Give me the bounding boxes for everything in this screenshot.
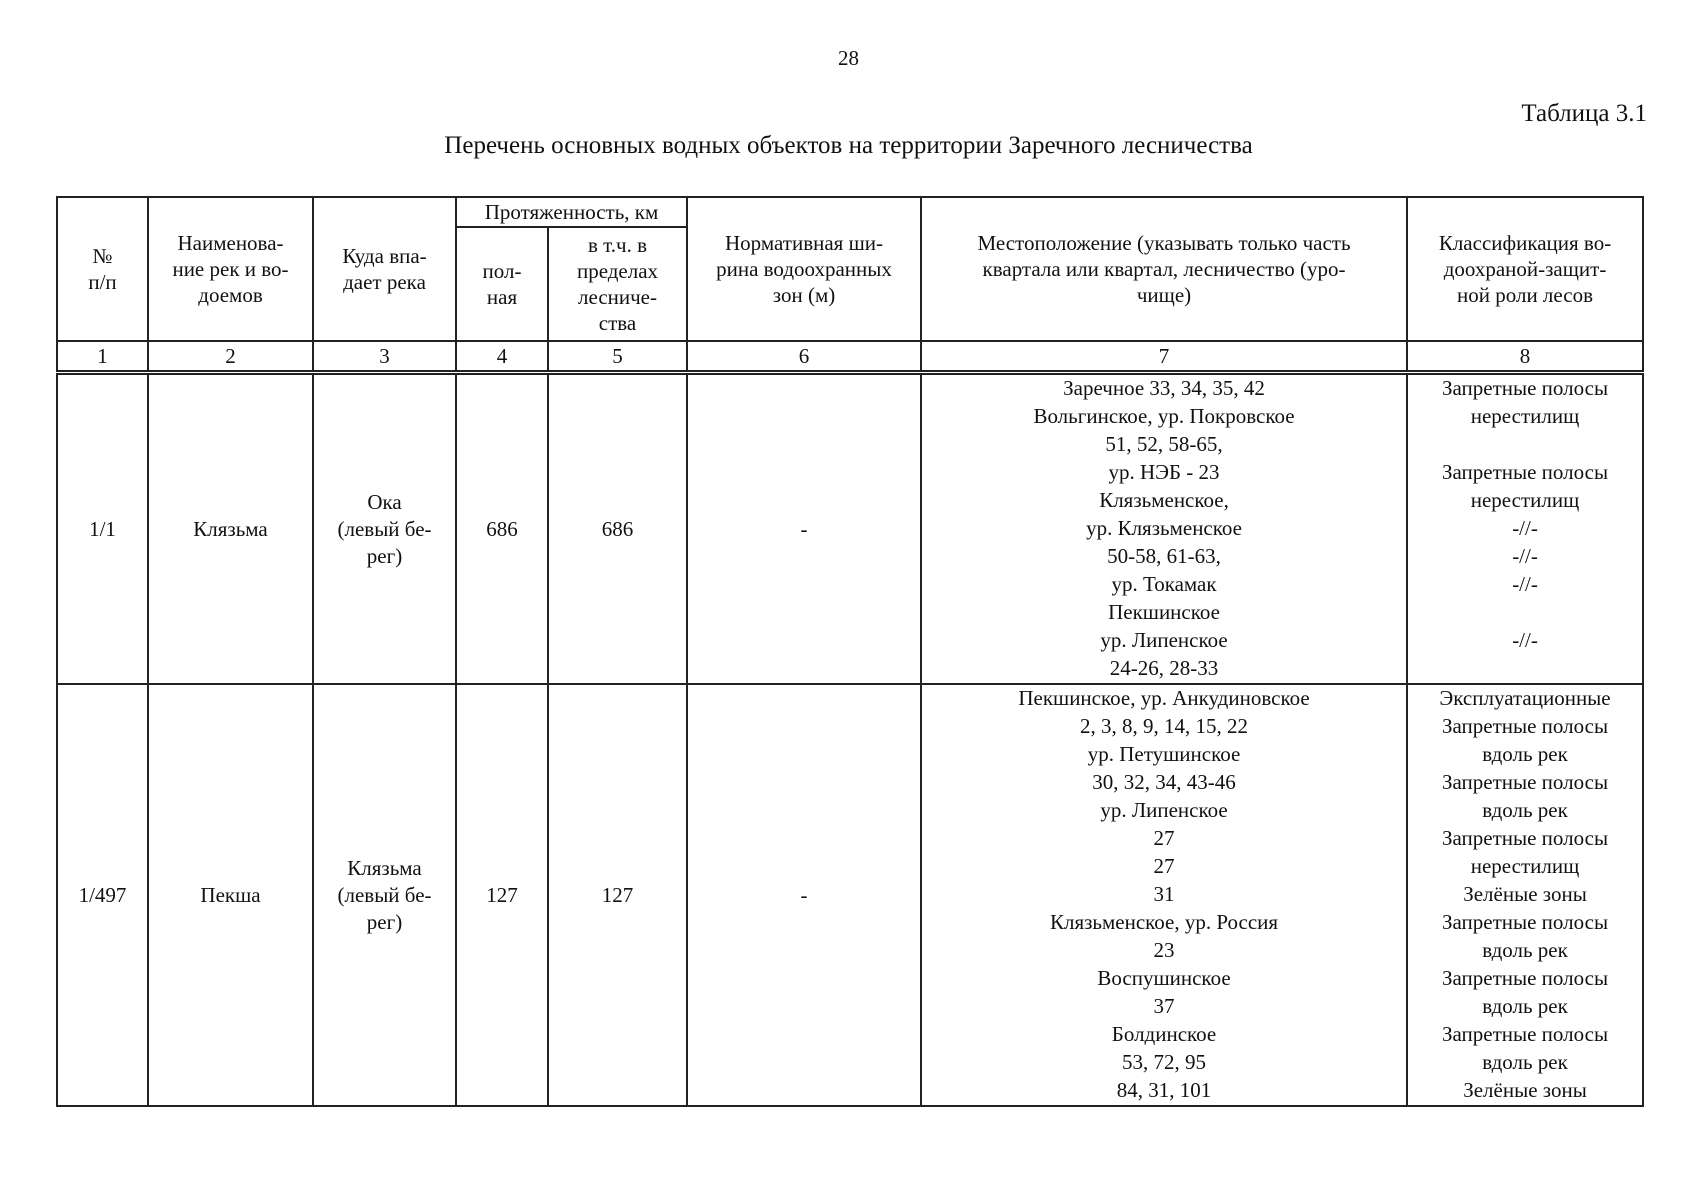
cell-line: Зелёные зоны (1463, 1078, 1587, 1102)
cell-line: 2, 3, 8, 9, 14, 15, 22 (1080, 714, 1249, 738)
cell-line: Запретные полосы (1441, 966, 1609, 990)
cell-line: Запретные полосы (1441, 770, 1609, 794)
row-num: 1/497 (57, 684, 148, 1106)
table-row (57, 373, 1643, 685)
cell-line: 23 (1153, 938, 1175, 962)
cell-line: Запретные полосы (1441, 376, 1609, 400)
column-number: 1 (57, 341, 148, 373)
cell-line: Болдинское (1111, 1022, 1217, 1046)
header-width: Нормативная ши- рина водоохранных зон (м) (687, 197, 921, 341)
cell-line: 24-26, 28-33 (1109, 656, 1219, 680)
cell-line: Пекшинское, ур. Анкудиновское (1018, 686, 1310, 710)
cell-line: нерестилищ (1470, 854, 1580, 878)
cell-line: ур. Липенское (1100, 628, 1228, 652)
cell-line: Запретные полосы (1441, 1022, 1609, 1046)
classification-lines (1412, 685, 1638, 1105)
cell-line: Запретные полосы (1441, 826, 1609, 850)
cell-line: вдоль рек (1482, 938, 1568, 962)
row-location (921, 373, 1407, 685)
column-number: 7 (921, 341, 1407, 373)
column-number: 4 (456, 341, 548, 373)
cell-line: Запретные полосы (1441, 910, 1609, 934)
header-name: Наименова- ние рек и во- доемов (148, 197, 313, 341)
cell-line: 50-58, 61-63, (1107, 544, 1221, 568)
row-name: Пекша (148, 684, 313, 1106)
cell-line: нерестилищ (1470, 404, 1580, 428)
cell-line: ур. Липенское (1100, 798, 1228, 822)
cell-line: нерестилищ (1470, 488, 1580, 512)
header-length-within: в т.ч. в пределах лесниче- ства (548, 227, 687, 341)
row-length-within: 127 (548, 684, 687, 1106)
column-number: 8 (1407, 341, 1643, 373)
table-row (57, 684, 1643, 1106)
cell-line: 27 (1153, 826, 1175, 850)
header-classification: Классификация во- доохраной-защит- ной роли лесов (1407, 197, 1643, 341)
cell-line: Клязьменское, ур. Россия (1049, 910, 1279, 934)
row-length-full: 686 (456, 373, 548, 685)
cell-line: 84, 31, 101 (1116, 1078, 1212, 1102)
header-num: № п/п (57, 197, 148, 341)
cell-line: Воспушинское (1097, 966, 1231, 990)
cell-line: 53, 72, 95 (1122, 1050, 1207, 1074)
cell-line: 37 (1153, 994, 1175, 1018)
table-title: Перечень основных водных объектов на территории Заречного лесничества (444, 132, 1253, 159)
cell-line: Запретные полосы (1441, 460, 1609, 484)
cell-line: ур. НЭБ - 23 (1108, 460, 1220, 484)
column-number: 3 (313, 341, 456, 373)
cell-line (1412, 599, 1638, 627)
row-classification (1407, 684, 1643, 1106)
cell-line: Запретные полосы (1441, 714, 1609, 738)
cell-line: 51, 52, 58-65, (1105, 432, 1223, 456)
cell-line: вдоль рек (1482, 742, 1568, 766)
column-number: 5 (548, 341, 687, 373)
row-classification (1407, 373, 1643, 685)
cell-line: Клязьменское, (1099, 488, 1229, 512)
cell-line: вдоль рек (1482, 1050, 1568, 1074)
header-row-top (57, 197, 1643, 227)
cell-line: ур. Токамак (1111, 572, 1217, 596)
header-flows-into: Куда впа- дает река (313, 197, 456, 341)
page-number: 28 (838, 46, 859, 70)
cell-line: -//- (1512, 544, 1538, 568)
row-flows-into: Клязьма (левый бе- рег) (313, 684, 456, 1106)
row-location (921, 684, 1407, 1106)
cell-line: Заречное 33, 34, 35, 42 (1063, 376, 1265, 400)
cell-line: Пекшинское (1108, 600, 1220, 624)
location-lines (926, 375, 1402, 683)
column-number: 2 (148, 341, 313, 373)
column-number-row (57, 341, 1643, 373)
row-name: Клязьма (148, 373, 313, 685)
water-bodies-table (56, 196, 1644, 1107)
cell-line: -//- (1512, 572, 1538, 596)
cell-line: 30, 32, 34, 43-46 (1092, 770, 1236, 794)
cell-line: -//- (1512, 628, 1538, 652)
classification-lines (1412, 375, 1638, 683)
row-num: 1/1 (57, 373, 148, 685)
header-length-full: пол- ная (456, 227, 548, 341)
header-length-group: Протяженность, км (456, 197, 687, 227)
header-location: Местоположение (указывать только часть квартала или квартал, лесничество (уро- чище) (921, 197, 1407, 341)
cell-line: Вольгинское, ур. Покровское (1033, 404, 1295, 428)
cell-line: ур. Петушинское (1087, 742, 1241, 766)
cell-line: ур. Клязьменское (1086, 516, 1242, 540)
row-width: - (687, 373, 921, 685)
cell-line: 27 (1153, 854, 1175, 878)
cell-line (1412, 431, 1638, 459)
cell-line: -//- (1512, 516, 1538, 540)
table-label: Таблица 3.1 (1521, 100, 1647, 127)
location-lines (926, 685, 1402, 1105)
cell-line (1412, 655, 1638, 683)
row-length-full: 127 (456, 684, 548, 1106)
row-length-within: 686 (548, 373, 687, 685)
cell-line: Зелёные зоны (1463, 882, 1587, 906)
column-number: 6 (687, 341, 921, 373)
cell-line: 31 (1153, 882, 1175, 906)
row-width: - (687, 684, 921, 1106)
cell-line: вдоль рек (1482, 798, 1568, 822)
cell-line: Эксплуатационные (1439, 686, 1611, 710)
row-flows-into: Ока (левый бе- рег) (313, 373, 456, 685)
cell-line: вдоль рек (1482, 994, 1568, 1018)
